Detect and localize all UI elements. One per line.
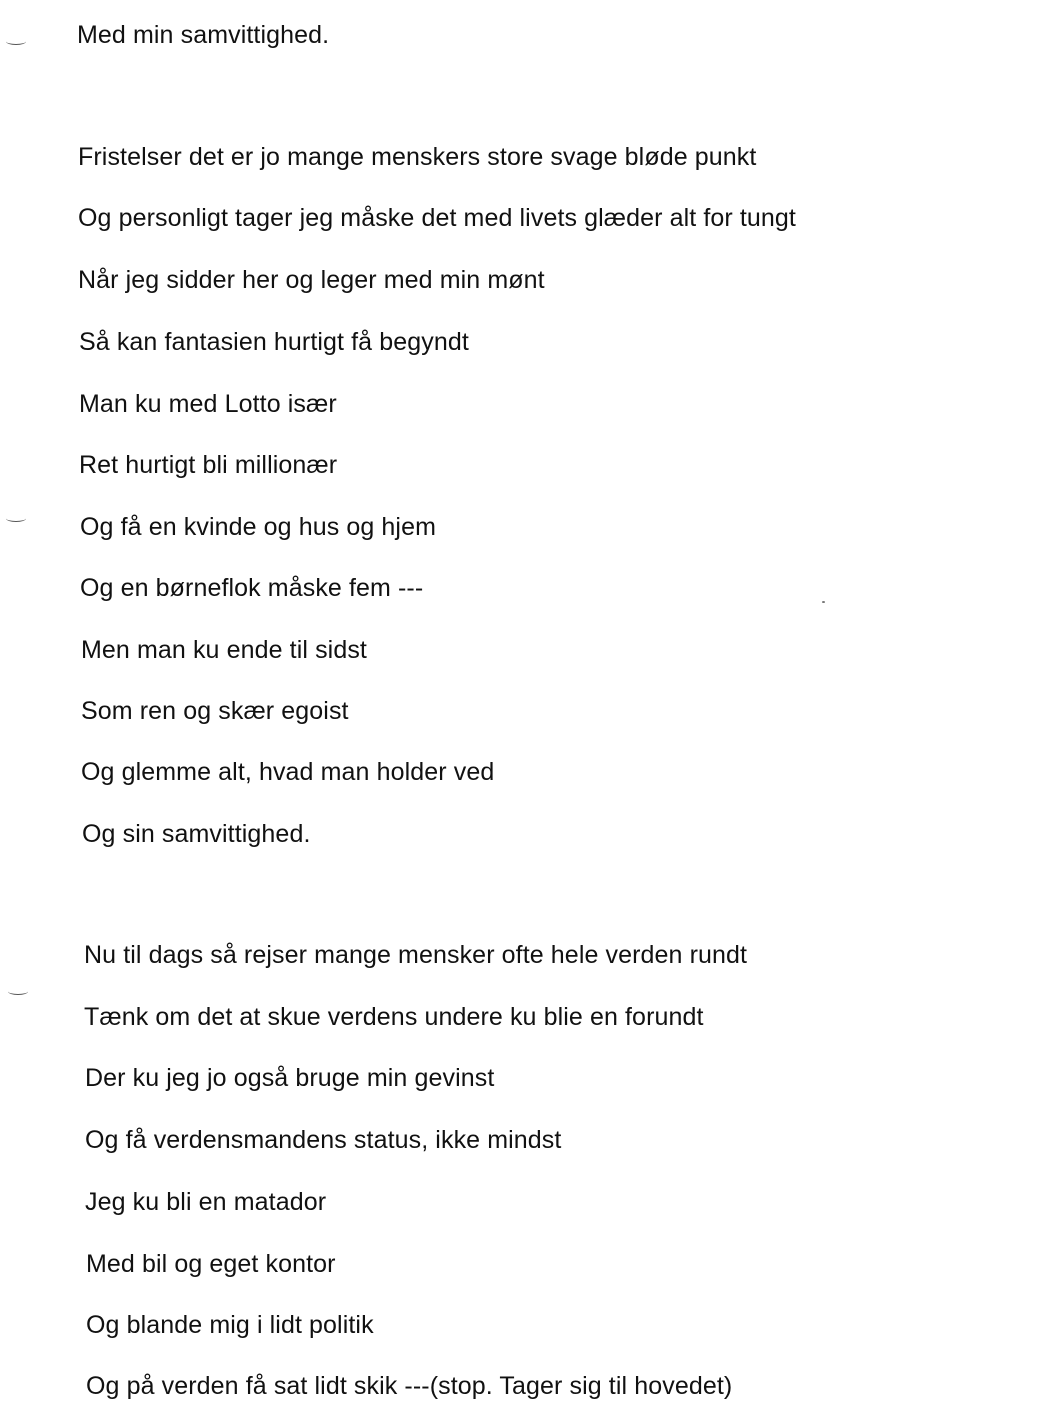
lyric-line: Og få en kvinde og hus og hjem	[80, 513, 437, 541]
lyric-line: Jeg ku bli en matador	[85, 1188, 327, 1216]
margin-mark	[8, 988, 28, 995]
lyric-line: Når jeg sidder her og leger med min mønt	[78, 266, 545, 294]
lyric-line: Og få verdensmandens status, ikke mindst	[85, 1126, 562, 1154]
lyric-line: Man ku med Lotto især	[79, 390, 337, 418]
margin-mark	[6, 38, 26, 45]
lyric-line: Og personligt tager jeg måske det med livets glæder alt for tungt	[78, 204, 796, 232]
lyric-line: Der ku jeg jo også bruge min gevinst	[85, 1064, 495, 1092]
lyric-line: Nu til dags så rejser mange mensker ofte hele verden rundt	[84, 941, 748, 969]
lyric-line: Ret hurtigt bli millionær	[79, 451, 338, 479]
scan-speck	[822, 601, 825, 603]
lyric-line: Så kan fantasien hurtigt få begyndt	[79, 328, 469, 356]
lyric-line: Med min samvittighed.	[77, 21, 330, 49]
lyric-line: Som ren og skær egoist	[81, 697, 349, 725]
lyric-line: Og en børneflok måske fem ---	[80, 574, 424, 602]
lyric-line: Fristelser det er jo mange menskers store svage bløde punkt	[78, 143, 757, 171]
margin-mark	[6, 515, 26, 522]
lyric-line: Med bil og eget kontor	[86, 1250, 336, 1278]
lyric-line: Men man ku ende til sidst	[81, 636, 367, 664]
lyric-line: Og blande mig i lidt politik	[86, 1311, 374, 1339]
lyric-line: Og glemme alt, hvad man holder ved	[81, 758, 495, 786]
lyric-line: Tænk om det at skue verdens undere ku blie en forundt	[84, 1003, 704, 1031]
lyric-line: Og sin samvittighed.	[82, 820, 311, 848]
lyric-line: Og på verden få sat lidt skik ---(stop. Tager sig til hovedet)	[86, 1372, 733, 1400]
